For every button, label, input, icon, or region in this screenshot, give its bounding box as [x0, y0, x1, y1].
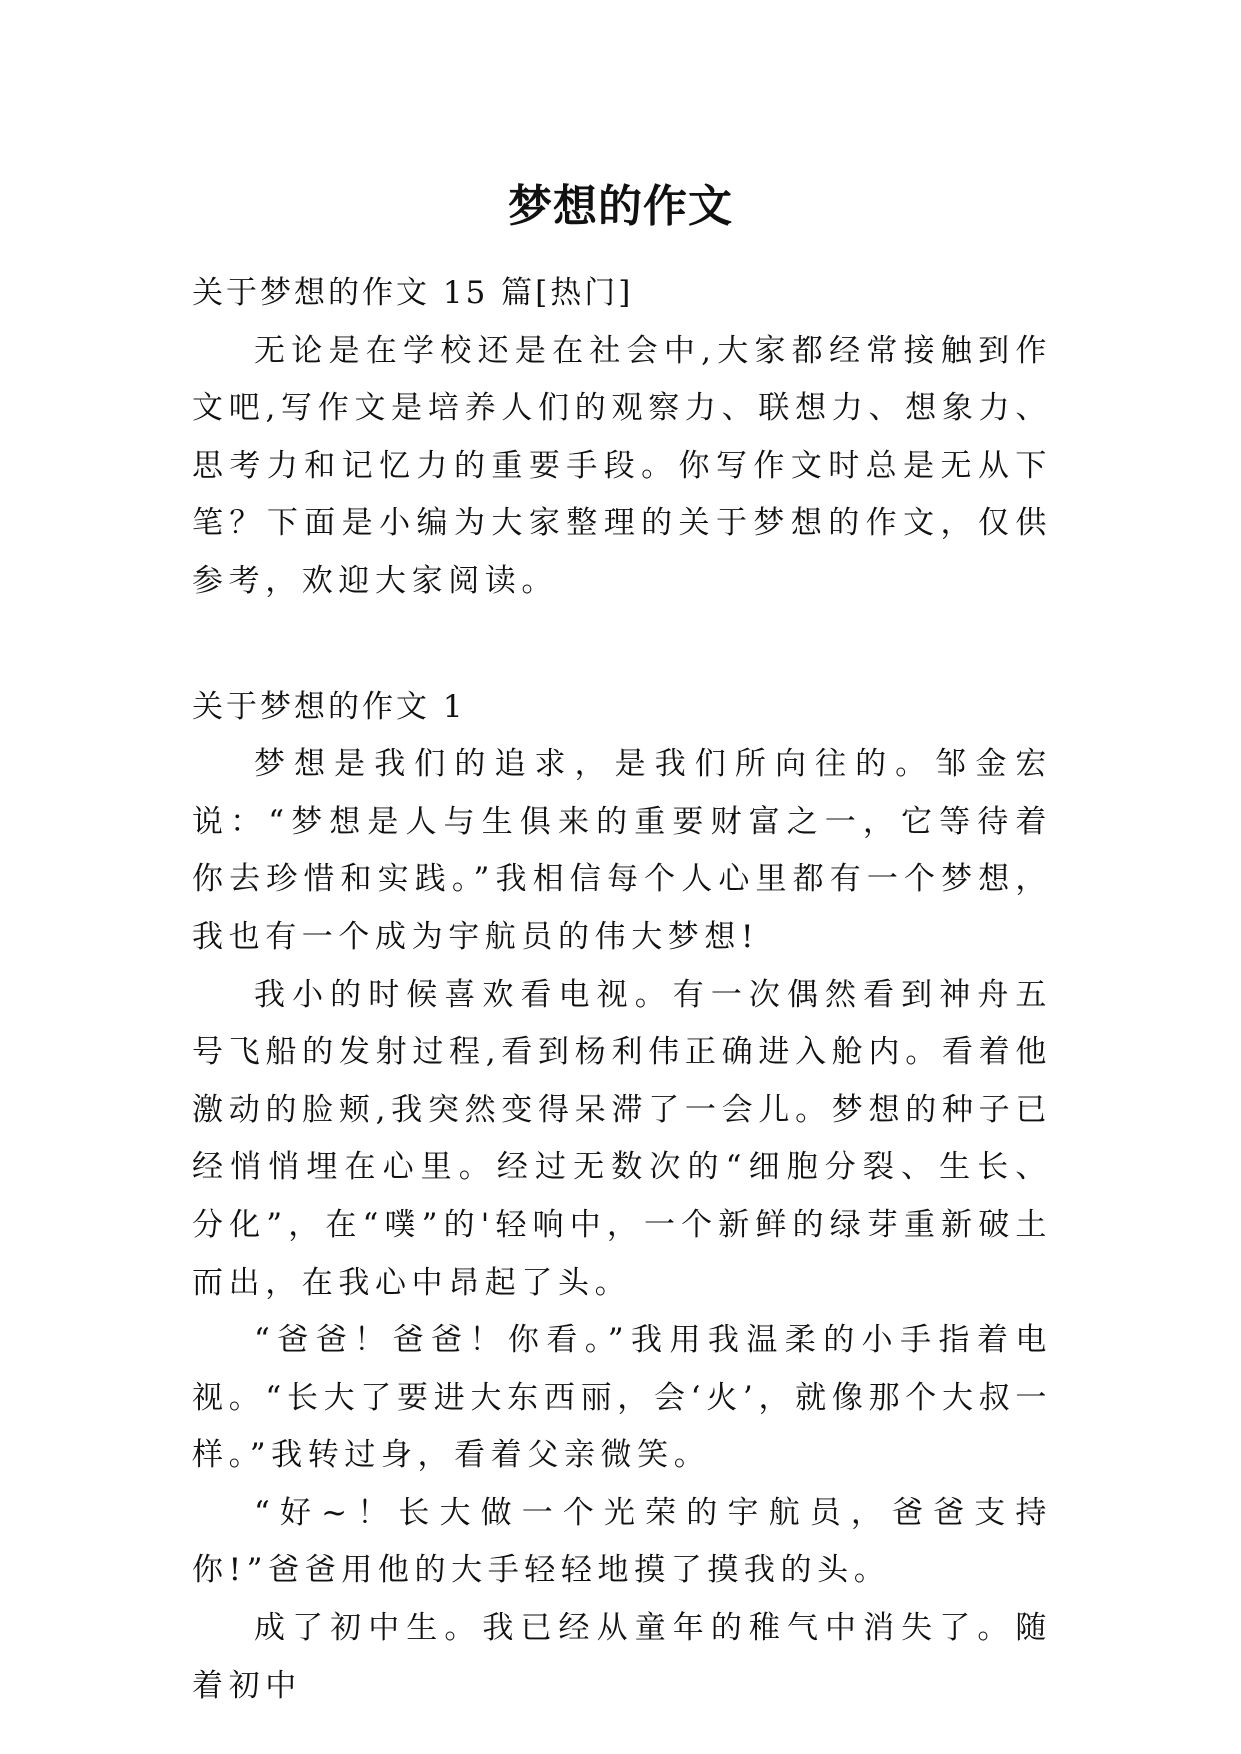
document-body: [192, 265, 1052, 1715]
essay-heading: 关于梦想的作文 1: [192, 688, 466, 725]
essay-paragraph-4: “好~！长大做一个光荣的宇航员，爸爸支持你!”爸爸用他的大手轻轻地摸了摸我的头。: [192, 1494, 1052, 1589]
section-spacer: [192, 611, 1052, 679]
essay-paragraph-5: 成了初中生。我已经从童年的稚气中消失了。随着初中: [192, 1610, 1052, 1704]
essay-paragraph-1: 梦想是我们的追求，是我们所向往的。邹金宏说：“梦想是人与生俱来的重要财富之一，它等待着你去珍惜和实践。”我相信每个人心里都有一个梦想，我也有一个成为宇航员的伟大梦想!: [192, 746, 1052, 955]
intro-paragraph: 无论是在学校还是在社会中,大家都经常接触到作文吧,写作文是培养人们的观察力、联想力、想象力、思考力和记忆力的重要手段。你写作文时总是无从下笔？下面是小编为大家整理的关于梦想的作文，仅供参考，欢迎大家阅读。: [192, 332, 1052, 599]
document-title: 梦想的作文: [508, 181, 733, 233]
essay-paragraph-3: “爸爸！爸爸！你看。”我用我温柔的小手指着电视。“长大了要进大东西丽，会‘火’，就像那个大叔一样。”我转过身，看着父亲微笑。: [192, 1322, 1052, 1474]
essay-paragraph-2: 我小的时候喜欢看电视。有一次偶然看到神舟五号飞船的发射过程,看到杨利伟正确进入舱内。看着他激动的脸颊,我突然变得呆滞了一会儿。梦想的种子已经悄悄埋在心里。经过无数次的“细胞分裂、生长、分化”，在“噗”的'轻响中，一个新鲜的绿芽重新破土而出，在我心中昂起了头。: [192, 976, 1052, 1301]
document-subtitle: 关于梦想的作文 15 篇[热门]: [192, 275, 634, 311]
